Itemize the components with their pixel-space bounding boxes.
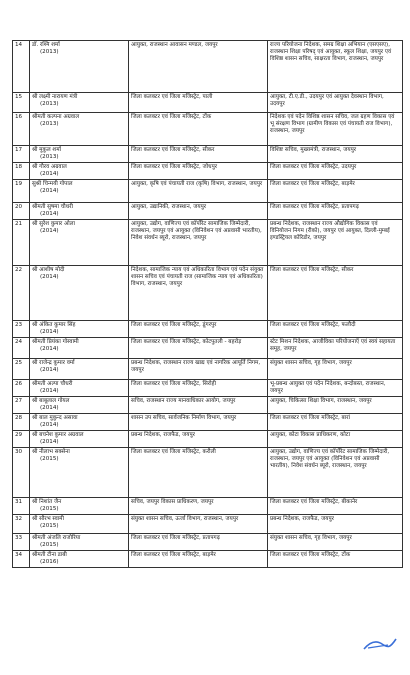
current-posting-cell [129,41,268,93]
current-posting-cell [129,321,268,338]
serial-number-cell [13,448,30,498]
new-posting-cell [268,534,403,551]
table-row [13,163,403,180]
serial-number-cell [13,359,30,380]
new-posting: आयुक्त, कोटा विकास प्राधिकरण, कोटा [270,432,351,438]
officer-name: श्री बाल मुकुन्द असावा [32,415,78,421]
officer-name: श्री बाबूलाल गोयल [32,398,70,404]
officer-name-cell [30,266,129,321]
current-posting: सचिव, जयपुर विकास प्राधिकरण, जयपुर [131,499,214,505]
current-posting: जिला कलक्टर एवं जिला मजिस्ट्रेट, बाड़मेर [131,552,216,558]
serial-number-cell [13,515,30,534]
table-row [13,113,403,146]
current-posting: जिला कलक्टर एवं जिला मजिस्ट्रेट, प्रतापगढ़ [131,535,220,541]
new-posting: आयुक्त, चिकित्सा शिक्षा विभाग, राजस्थान, जयपुर [270,398,372,404]
current-posting-cell [129,146,268,163]
officer-name: श्रीमती अल्पा चौधरी [32,381,73,387]
officer-name: श्रीमती कल्पना अग्रवाल [32,114,80,120]
current-posting-cell [129,203,268,220]
table-row [13,266,403,321]
officer-name-cell [30,380,129,397]
serial-number: 27 [15,398,23,404]
serial-number-cell [13,498,30,515]
officer-name-cell [30,338,129,359]
officer-name-cell [30,534,129,551]
new-posting: आयुक्त, टी.ए.डी., उदयपुर एवं आयुक्त देवस्थान विभाग, उदयपुर [270,94,384,107]
transfer-table [12,40,403,568]
serial-number: 21 [15,221,23,227]
batch-year: (2016) [40,559,59,565]
new-posting-cell [268,180,403,203]
officer-name-cell [30,397,129,414]
serial-number: 18 [15,164,23,170]
officer-name-cell [30,203,129,220]
batch-year: (2014) [40,211,59,217]
serial-number: 24 [15,339,23,345]
new-posting: जिला कलक्टर एवं जिला मजिस्ट्रेट, टोंक [270,552,351,558]
batch-year: (2014) [40,422,59,428]
serial-number-cell [13,180,30,203]
serial-number: 19 [15,181,23,187]
officer-name: श्रीमती प्रियंका गोस्वामी [32,339,79,345]
transfer-table-body [13,41,403,568]
current-posting: जिला कलक्टर एवं जिला मजिस्ट्रेट, टोंक [131,114,212,120]
officer-name: श्री आशीष मोदी [32,267,65,273]
serial-number: 30 [15,449,23,455]
current-posting: जिला कलक्टर एवं जिला मजिस्ट्रेट, डूंगरपुर [131,322,217,328]
batch-year: (2014) [40,274,59,280]
officer-name-cell [30,498,129,515]
serial-number: 26 [15,381,23,387]
current-posting: आयुक्त, राजस्थान आवासन मण्डल, जयपुर [131,42,218,48]
current-posting-cell [129,113,268,146]
serial-number: 25 [15,360,23,366]
table-row [13,498,403,515]
current-posting: जिला कलक्टर एवं जिला मजिस्ट्रेट, पाली [131,94,213,100]
new-posting: स्टेट मिशन निदेशक, आजीविका परियोजनाएँ एवं स्वयं सहायता समूह, जयपुर [270,339,396,352]
serial-number-cell [13,220,30,266]
new-posting: राज्य परियोजना निदेशक, समग्र शिक्षा अभियान (एसएसए), राजस्थान शिक्षा परिषद् एवं आयुक्त, स्कूल शिक्षा, जयपुर एवं विशिष्ठ शासन सचिव, साक्षरता विभाग, राजस्थान, जयपुर [270,42,392,62]
new-posting-cell [268,498,403,515]
new-posting-cell [268,397,403,414]
table-row [13,448,403,498]
current-posting: जिला कलक्टर एवं जिला मजिस्ट्रेट, सिरोही [131,381,216,387]
current-posting: जिला कलक्टर एवं जिला मजिस्ट्रेट, सीकर [131,147,215,153]
current-posting: जिला कलक्टर एवं जिला मजिस्ट्रेट, करौली [131,449,216,455]
batch-year: (2015) [40,523,59,529]
new-posting-cell [268,551,403,568]
officer-name: श्री अंकित कुमार सिंह [32,322,76,328]
batch-year: (2013) [40,101,59,107]
officer-name-cell [30,93,129,113]
batch-year: (2014) [40,439,59,445]
serial-number: 16 [15,114,23,120]
officer-name: श्री निशांत जैन [32,499,62,505]
serial-number-cell [13,266,30,321]
officer-name-cell [30,431,129,448]
serial-number: 17 [15,147,23,153]
serial-number: 22 [15,267,23,273]
table-row [13,93,403,113]
batch-year: (2013) [40,49,59,55]
new-posting: संयुक्त शासन सचिव, गृह विभाग, जयपुर [270,360,352,366]
batch-year: (2015) [40,506,59,512]
table-row [13,397,403,414]
serial-number-cell [13,146,30,163]
new-posting: जिला कलक्टर एवं जिला मजिस्ट्रेट, सीकर [270,267,354,273]
serial-number-cell [13,113,30,146]
serial-number-cell [13,414,30,431]
officer-name: श्री राजेन्द्र कुमार वर्मा [32,360,75,366]
current-posting-cell [129,380,268,397]
new-posting-cell [268,93,403,113]
table-row [13,146,403,163]
officer-name: श्रीमती अंजलि राजोरिया [32,535,81,541]
new-posting-cell [268,515,403,534]
current-posting-cell [129,551,268,568]
new-posting: जिला कलक्टर एवं जिला मजिस्ट्रेट, फलौदी [270,322,356,328]
serial-number: 15 [15,94,23,100]
new-posting-cell [268,266,403,321]
new-posting: आयुक्त, उद्योग, वाणिज्य एवं कॉर्पोरेट सामाजिक जिम्मेदारी, राजस्थान, जयपुर एवं आयुक्त (विनिवेशन एवं अप्रवासी भारतीय), निवेश संवर्धन ब्यूरो, राजस्थान, जयपुर [270,449,390,469]
batch-year: (2013) [40,121,59,127]
table-row [13,534,403,551]
table-row [13,359,403,380]
new-posting-cell [268,431,403,448]
officer-name: श्री मुकुल शर्मा [32,147,61,153]
new-posting-cell [268,220,403,266]
current-posting-cell [129,534,268,551]
batch-year: (2014) [40,388,59,394]
officer-name: श्रीमती टीना डाबी [32,552,67,558]
new-posting: संयुक्त शासन सचिव, गृह विभाग, जयपुर [270,535,352,541]
serial-number-cell [13,551,30,568]
current-posting: जिला कलक्टर एवं जिला मजिस्ट्रेट, कोटपुतली - बहरोड़ [131,339,242,345]
current-posting-cell [129,266,268,321]
table-row [13,338,403,359]
serial-number: 34 [15,552,23,558]
officer-name: श्री बचनेश कुमार अग्रवाल [32,432,84,438]
current-posting-cell [129,93,268,113]
transfer-list-page [12,40,398,568]
serial-number: 33 [15,535,23,541]
new-posting: जिला कलक्टर एवं जिला मजिस्ट्रेट, प्रतापगढ़ [270,204,359,210]
new-posting: जिला कलक्टर एवं जिला मजिस्ट्रेट, बीकानेर [270,499,358,505]
current-posting: प्रबन्ध निदेशक, राजस्थान राज्य खाद्य एवं नागरिक आपूर्ति निगम, जयपुर [131,360,261,373]
batch-year: (2014) [40,188,59,194]
batch-year: (2014) [40,329,59,335]
current-posting-cell [129,515,268,534]
officer-name-cell [30,163,129,180]
table-row [13,203,403,220]
new-posting: निदेशक एवं पदेन विशिष्ठ शासन सचिव, जल ग्रहण विकास एवं भू संरक्षण विभाग (ग्रामीण विकास एवं पंचायती राज विभाग), राजस्थान, जयपुर [270,114,395,134]
table-row [13,431,403,448]
officer-name-cell [30,41,129,93]
serial-number-cell [13,431,30,448]
batch-year: (2014) [40,346,59,352]
batch-year: (2013) [40,154,59,160]
table-row [13,551,403,568]
serial-number-cell [13,397,30,414]
current-posting: आयुक्त, उद्यानिकी, राजस्थान, जयपुर [131,204,207,210]
table-row [13,414,403,431]
officer-name-cell [30,448,129,498]
batch-year: (2014) [40,367,59,373]
current-posting-cell [129,338,268,359]
new-posting-cell [268,163,403,180]
current-posting-cell [129,397,268,414]
new-posting-cell [268,321,403,338]
batch-year: (2015) [40,456,59,462]
officer-name-cell [30,515,129,534]
current-posting: आयुक्त, उद्योग, वाणिज्य एवं कॉर्पोरेट सामाजिक जिम्मेदारी, राजस्थान, जयपुर एवं आयुक्त (विनिवेशन एवं अप्रवासी भारतीय), निवेश संवर्धन ब्यूरो, राजस्थान, जयपुर [131,221,262,241]
new-posting-cell [268,146,403,163]
serial-number-cell [13,338,30,359]
officer-name: श्रीमती सुषमा चौधरी [32,204,73,210]
new-posting-cell [268,448,403,498]
officer-name: सुश्री चिन्मयी गोपाल [32,181,73,187]
table-row [13,180,403,203]
current-posting: संयुक्त शासन सचिव, ऊर्जा विभाग, राजस्थान, जयपुर [131,516,239,522]
serial-number: 20 [15,204,23,210]
serial-number: 31 [15,499,23,505]
new-posting: प्रबन्ध निदेशक, राजफैड, जयपुर [270,516,334,522]
serial-number-cell [13,41,30,93]
new-posting: प्रबन्ध निदेशक, राजस्थान राज्य औद्योगिक विकास एवं विनियोजन निगम (रीको), जयपुर एवं आयुक्त, दिल्ली-मुम्बई इण्डस्ट्रियल कोरिडोर, जयपुर [270,221,390,241]
serial-number-cell [13,163,30,180]
batch-year: (2014) [40,171,59,177]
officer-name: श्री लक्ष्मी नारायण मंत्री [32,94,78,100]
officer-name: श्री सौरभ स्वामी [32,516,64,522]
current-posting: निदेशक, सामाजिक न्याय एवं अधिकारिता विभाग एवं पदेन संयुक्त शासन सचिव एवं पंचायती राज (सामाजिक न्याय एवं अधिकारिता) विभाग, राजस्थान, जयपुर [131,267,264,287]
current-posting-cell [129,498,268,515]
officer-name: डॉ. रश्मि शर्मा [32,42,60,48]
table-row [13,321,403,338]
officer-name-cell [30,113,129,146]
serial-number: 32 [15,516,23,522]
serial-number-cell [13,203,30,220]
table-row [13,41,403,93]
table-row [13,220,403,266]
batch-year: (2015) [40,542,59,548]
new-posting: जिला कलक्टर एवं जिला मजिस्ट्रेट, बाड़मेर [270,181,355,187]
serial-number-cell [13,534,30,551]
new-posting-cell [268,41,403,93]
current-posting: शासन उप सचिव, सार्वजनिक निर्माण विभाग, जयपुर [131,415,237,421]
officer-name: श्री नीलाभ सक्सेना [32,449,70,455]
officer-name-cell [30,220,129,266]
officer-name-cell [30,321,129,338]
officer-name-cell [30,551,129,568]
new-posting-cell [268,380,403,397]
signature-mark [362,636,398,652]
new-posting: विशिष्ट सचिव, मुख्यमंत्री, राजस्थान, जयपुर [270,147,357,153]
officer-name: श्री गौरव अग्रवाल [32,164,67,170]
new-posting: जिला कलक्टर एवं जिला मजिस्ट्रेट, उदयपुर [270,164,357,170]
new-posting-cell [268,359,403,380]
current-posting: आयुक्त, कृषि एवं पंचायती राज (कृषि) विभाग, राजस्थान, जयपुर [131,181,263,187]
officer-name: श्री सुरेश कुमार ओला [32,221,75,227]
serial-number-cell [13,93,30,113]
table-row [13,515,403,534]
officer-name-cell [30,180,129,203]
officer-name-cell [30,414,129,431]
current-posting-cell [129,180,268,203]
current-posting: सचिव, राजस्थान राज्य मानवाधिकार आयोग, जयपुर [131,398,236,404]
new-posting: भू-प्रबन्ध आयुक्त एवं पदेन निदेशक, बन्दोबस्त, राजस्थान, जयपुर [270,381,386,394]
current-posting: प्रबन्ध निदेशक, राजफैड, जयपुर [131,432,195,438]
current-posting-cell [129,163,268,180]
current-posting-cell [129,220,268,266]
new-posting-cell [268,203,403,220]
batch-year: (2014) [40,228,59,234]
current-posting-cell [129,448,268,498]
officer-name-cell [30,359,129,380]
serial-number: 29 [15,432,23,438]
officer-name-cell [30,146,129,163]
batch-year: (2014) [40,405,59,411]
new-posting-cell [268,113,403,146]
serial-number-cell [13,321,30,338]
serial-number-cell [13,380,30,397]
current-posting-cell [129,414,268,431]
current-posting: जिला कलक्टर एवं जिला मजिस्ट्रेट, जोधपुर [131,164,218,170]
new-posting-cell [268,414,403,431]
new-posting: जिला कलक्टर एवं जिला मजिस्ट्रेट, बारां [270,415,350,421]
serial-number: 23 [15,322,23,328]
serial-number: 14 [15,42,23,48]
current-posting-cell [129,431,268,448]
table-row [13,380,403,397]
serial-number: 28 [15,415,23,421]
new-posting-cell [268,338,403,359]
current-posting-cell [129,359,268,380]
